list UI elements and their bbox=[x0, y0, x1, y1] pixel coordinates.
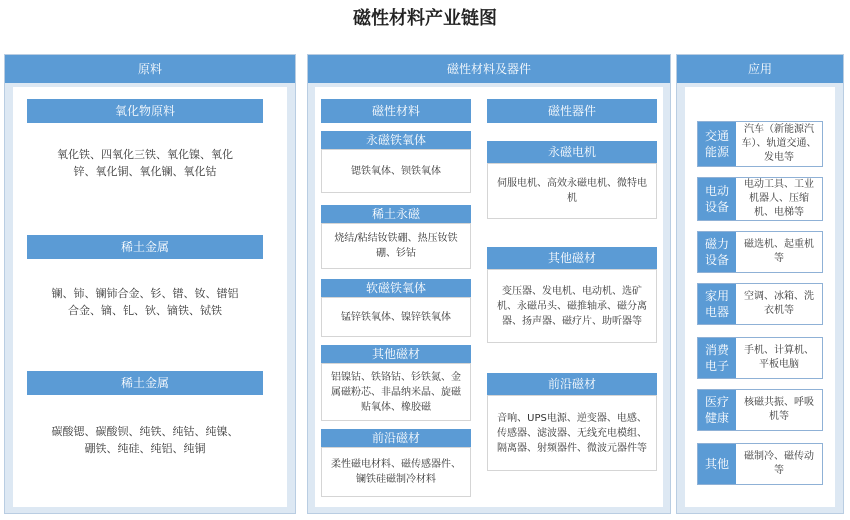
raw-materials-panel bbox=[13, 87, 287, 507]
app-magnetic-equipment bbox=[697, 231, 823, 273]
app-transport-energy bbox=[697, 121, 823, 167]
material-other-text: 铝镍钴、铁铬钴、钐铁氮、金属磁粉芯、非晶纳米晶、旋磁贴氧体、橡胶磁 bbox=[321, 363, 471, 421]
app-desc: 电动工具、工业机器人、压缩机、电梯等 bbox=[744, 179, 814, 218]
app-other bbox=[697, 443, 823, 485]
material-soft-ferrite-text: 锰锌铁氧体、镍锌铁氧体 bbox=[321, 297, 471, 337]
app-medical-health bbox=[697, 389, 823, 431]
applications-panel bbox=[685, 87, 835, 507]
app-home-appliances bbox=[697, 283, 823, 325]
material-frontier-text: 柔性磁电材料、磁传感器件、镧铁硅磁制冷材料 bbox=[321, 447, 471, 497]
material-other-title: 其他磁材 bbox=[321, 345, 471, 363]
app-label: 家用电器 bbox=[698, 284, 736, 324]
material-frontier-title: 前沿磁材 bbox=[321, 429, 471, 447]
app-desc: 核磁共振、呼吸机等 bbox=[744, 397, 814, 422]
app-desc: 磁选机、起重机等 bbox=[744, 239, 814, 264]
material-permanent-ferrite-text: 锶铁氧体、钡铁氧体 bbox=[321, 149, 471, 193]
magnetic-devices-heading: 磁性器件 bbox=[487, 99, 657, 123]
device-frontier-title: 前沿磁材 bbox=[487, 373, 657, 395]
device-permanent-motor-title: 永磁电机 bbox=[487, 141, 657, 163]
app-label: 磁力设备 bbox=[698, 232, 736, 272]
device-frontier-text: 音响、UPS电源、逆变器、电感、传感器、滤波器、无线充电模组、隔离器、射频器件、微波元器件等 bbox=[487, 395, 657, 471]
materials-devices-column bbox=[307, 54, 671, 514]
device-other-title: 其他磁材 bbox=[487, 247, 657, 269]
applications-column bbox=[676, 54, 844, 514]
app-desc: 手机、计算机、平板电脑 bbox=[744, 345, 814, 370]
app-consumer-electronics bbox=[697, 337, 823, 379]
raw-section-metals-text: 碳酸锶、碳酸钡、纯铁、纯钴、纯镍、硼铁、纯硅、纯铝、纯铜 bbox=[51, 425, 239, 455]
app-electric-equipment bbox=[697, 177, 823, 221]
magnetic-materials-heading: 磁性材料 bbox=[321, 99, 471, 123]
applications-heading: 应用 bbox=[677, 55, 843, 83]
raw-section-oxide-title: 氧化物原料 bbox=[27, 99, 263, 123]
app-label: 消费电子 bbox=[698, 338, 736, 378]
device-permanent-motor-text: 伺服电机、高效永磁电机、微特电机 bbox=[487, 163, 657, 219]
app-label: 医疗健康 bbox=[698, 390, 736, 430]
raw-section-oxide-text: 氧化铁、四氧化三铁、氧化镍、氧化锌、氧化铜、氧化镧、氧化钴 bbox=[57, 148, 233, 178]
raw-materials-column bbox=[4, 54, 296, 514]
material-soft-ferrite-title: 软磁铁氧体 bbox=[321, 279, 471, 297]
raw-section-rare-earth-title: 稀土金属 bbox=[27, 235, 263, 259]
material-permanent-ferrite-title: 永磁铁氧体 bbox=[321, 131, 471, 149]
material-rare-earth-magnet-text: 烧结/粘结钕铁硼、热压钕铁硼、钐钴 bbox=[321, 223, 471, 269]
app-label: 电动设备 bbox=[698, 178, 736, 220]
material-rare-earth-magnet-title: 稀土永磁 bbox=[321, 205, 471, 223]
materials-devices-heading: 磁性材料及器件 bbox=[308, 55, 670, 83]
raw-section-metals-title: 稀土金属 bbox=[27, 371, 263, 395]
app-desc: 空调、冰箱、洗衣机等 bbox=[744, 291, 814, 316]
raw-section-rare-earth-text: 镧、铈、镧铈合金、钐、镨、钕、镨铝合金、镝、钆、钬、镝铁、铽铁 bbox=[51, 287, 239, 317]
raw-materials-heading: 原料 bbox=[5, 55, 295, 83]
materials-devices-panel bbox=[315, 87, 663, 507]
app-label: 其他 bbox=[698, 444, 736, 484]
app-label: 交通能源 bbox=[698, 122, 736, 166]
app-desc: 磁制冷、磁传动等 bbox=[744, 451, 814, 476]
page-title: 磁性材料产业链图 bbox=[353, 8, 497, 29]
app-desc: 汽车（新能源汽车）、轨道交通、发电等 bbox=[741, 124, 817, 163]
device-other-text: 变压器、发电机、电动机、选矿机、永磁吊头、磁推轴承、磁分离器、扬声器、磁疗片、助听器等 bbox=[487, 269, 657, 343]
